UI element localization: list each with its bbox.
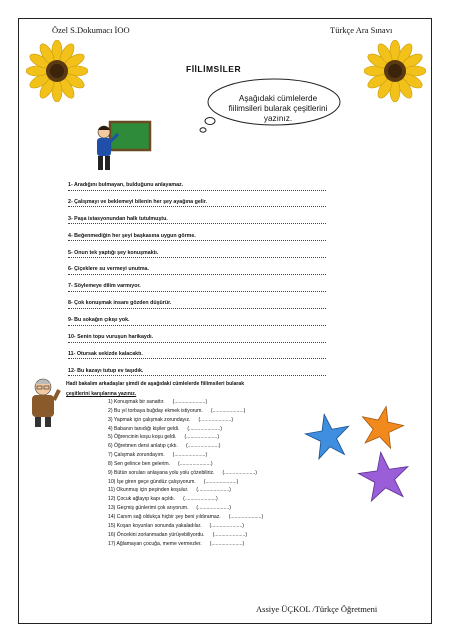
sentence-text: 8) Sen gelince ben gelerim. bbox=[108, 460, 171, 467]
answer-blank[interactable]: (......................) bbox=[203, 478, 239, 485]
sentence-text: 10) İşe giren geçe gündüz çalışıyorum. bbox=[108, 478, 196, 485]
sentence-text: 15) Koşan koyunları sonunda yakaladılar. bbox=[108, 522, 202, 529]
answer-line[interactable] bbox=[68, 223, 326, 224]
school-name: Özel S.Dokumacı İOO bbox=[52, 25, 130, 35]
answer-blank[interactable]: (......................) bbox=[184, 434, 220, 441]
answer-blank[interactable]: (......................) bbox=[212, 531, 248, 538]
answer-line[interactable] bbox=[68, 257, 326, 258]
question-text: 7- Söylemeye dilim varmıyor. bbox=[68, 283, 141, 290]
question-text: 10- Senin topu vuruşun harikaydı. bbox=[68, 334, 154, 341]
sentence-text: 11) Okunmuş için peşinden koşulur. bbox=[108, 487, 189, 494]
cloud-instruction: Aşağıdaki cümlelerde fiilimsileri bularak çeşitlerini yazınız. bbox=[228, 94, 328, 123]
sentence-text: 7) Çalışmak zorundayım. bbox=[108, 452, 165, 459]
teacher-figure-icon bbox=[25, 376, 61, 428]
answer-line[interactable] bbox=[68, 325, 326, 326]
section2-intro bbox=[66, 379, 316, 399]
sunflower-icon bbox=[364, 40, 426, 102]
sentence-item bbox=[108, 541, 348, 550]
question-item bbox=[68, 182, 338, 199]
question-text: 1- Aradığını bulmayan, bulduğunu anlayamaz. bbox=[68, 182, 184, 188]
answer-line[interactable] bbox=[68, 342, 326, 343]
question-text: 4- Beğenmediğin her şeyi başkasına uygun görme. bbox=[68, 232, 196, 239]
answer-line[interactable] bbox=[68, 206, 326, 207]
answer-line[interactable] bbox=[68, 240, 326, 241]
answer-blank[interactable]: (......................) bbox=[210, 407, 246, 414]
section2-intro-line2: çeşitlerini karşılarına yazınız. bbox=[66, 391, 137, 397]
answer-blank[interactable]: (......................) bbox=[196, 505, 231, 512]
teacher-board-icon bbox=[88, 118, 154, 174]
answer-blank[interactable]: (......................) bbox=[222, 469, 257, 476]
question-item bbox=[68, 334, 338, 351]
section2-intro-line1: Hadi bakalım arkadaşlar şimdi de aşağıdaki cümlelerde fiilimsileri bularak bbox=[66, 381, 245, 387]
sentence-text: 2) Bu yıl torbaya buğday ekmek istiyorum. bbox=[108, 407, 203, 414]
sunflower-icon bbox=[26, 40, 88, 102]
question-item bbox=[68, 351, 338, 368]
answer-blank[interactable]: (......................) bbox=[178, 460, 213, 467]
teacher-signature: Assiye ÜÇKOL /Türkçe Öğretmeni bbox=[256, 604, 378, 614]
answer-blank[interactable]: (......................) bbox=[228, 513, 264, 520]
question-item bbox=[68, 250, 338, 267]
answer-blank[interactable]: (......................) bbox=[209, 522, 244, 529]
answer-blank[interactable]: (......................) bbox=[172, 452, 208, 459]
sentence-text: 3) Yapmak için çalışmak zorundayız. bbox=[108, 416, 191, 423]
question-item bbox=[68, 283, 338, 300]
answer-line[interactable] bbox=[68, 291, 326, 292]
sentence-item bbox=[108, 523, 348, 532]
answer-line[interactable] bbox=[68, 308, 326, 309]
sentence-text: 12) Çocuk ağlayıp kapı açıldı. bbox=[108, 496, 176, 503]
question-text: 6- Çiçeklere su vermeyi unutma. bbox=[68, 266, 149, 273]
sentence-text: 16) Öncekini zorlanmadan yürüyebiliyordu. bbox=[108, 531, 205, 538]
stars-decoration-icon bbox=[300, 400, 420, 510]
fill-in-question-list bbox=[68, 182, 338, 385]
sentence-item bbox=[108, 532, 348, 541]
answer-line[interactable] bbox=[68, 358, 326, 359]
question-item bbox=[68, 233, 338, 250]
answer-blank[interactable]: (......................) bbox=[172, 399, 208, 405]
answer-line[interactable] bbox=[68, 375, 326, 376]
question-text: 5- Onun tek yaptığı şey konuşmaktı. bbox=[68, 249, 159, 256]
answer-blank[interactable]: (......................) bbox=[185, 443, 221, 450]
question-text: 3- Paşa istasyonundan halk tutulmuştu. bbox=[68, 215, 168, 222]
sentence-text: 4) Babanın tanıdığı kişiler geldi. bbox=[108, 425, 180, 432]
worksheet-title: FİİLİMSİLER bbox=[186, 64, 242, 74]
sentence-text: 14) Canım sağ oldukça hiçbir şey beni yıldıramaz. bbox=[108, 513, 221, 520]
answer-blank[interactable]: (......................) bbox=[198, 416, 234, 423]
question-text: 12- Bu kazayı tutup ev taşıdık. bbox=[68, 367, 144, 374]
sentence-text: 13) Geçmiş günlerimi çok arıyorum. bbox=[108, 505, 189, 512]
question-item bbox=[68, 216, 338, 233]
question-item bbox=[68, 199, 338, 216]
sentence-text: 5) Öğrencinin koşu koşu geldi. bbox=[108, 434, 177, 441]
sentence-text: 1) Konuşmak bir sanattır. bbox=[108, 399, 165, 405]
exam-name: Türkçe Ara Sınavı bbox=[330, 25, 393, 35]
answer-blank[interactable]: (......................) bbox=[183, 496, 218, 503]
sentence-text: 6) Öğretmen dersi anlatıp çıktı. bbox=[108, 443, 178, 450]
sentence-text: 17) Ağlamayan çocuğa, meme vermezler. bbox=[108, 540, 202, 547]
answer-blank[interactable]: (......................) bbox=[187, 425, 222, 432]
sentence-text: 9) Bütün soruları anlayana yolu yolu çözebiliriz. bbox=[108, 469, 215, 476]
question-item bbox=[68, 300, 338, 317]
question-text: 8- Çok konuşmak insanı gözden düşürür. bbox=[68, 300, 172, 307]
answer-line[interactable] bbox=[68, 274, 326, 275]
answer-blank[interactable]: (......................) bbox=[196, 487, 231, 494]
question-item bbox=[68, 317, 338, 334]
sentence-item bbox=[108, 514, 348, 523]
question-item bbox=[68, 266, 338, 283]
question-text: 2- Çalışmayı ve beklemeyi bilenin her şey ayağına gelir. bbox=[68, 198, 207, 205]
question-text: 11- Otursak sekizde kalacaktı. bbox=[68, 350, 143, 357]
answer-line[interactable] bbox=[68, 190, 326, 191]
question-text: 9- Bu sokağın çıkışı yok. bbox=[68, 317, 130, 324]
answer-blank[interactable]: (......................) bbox=[209, 540, 245, 547]
